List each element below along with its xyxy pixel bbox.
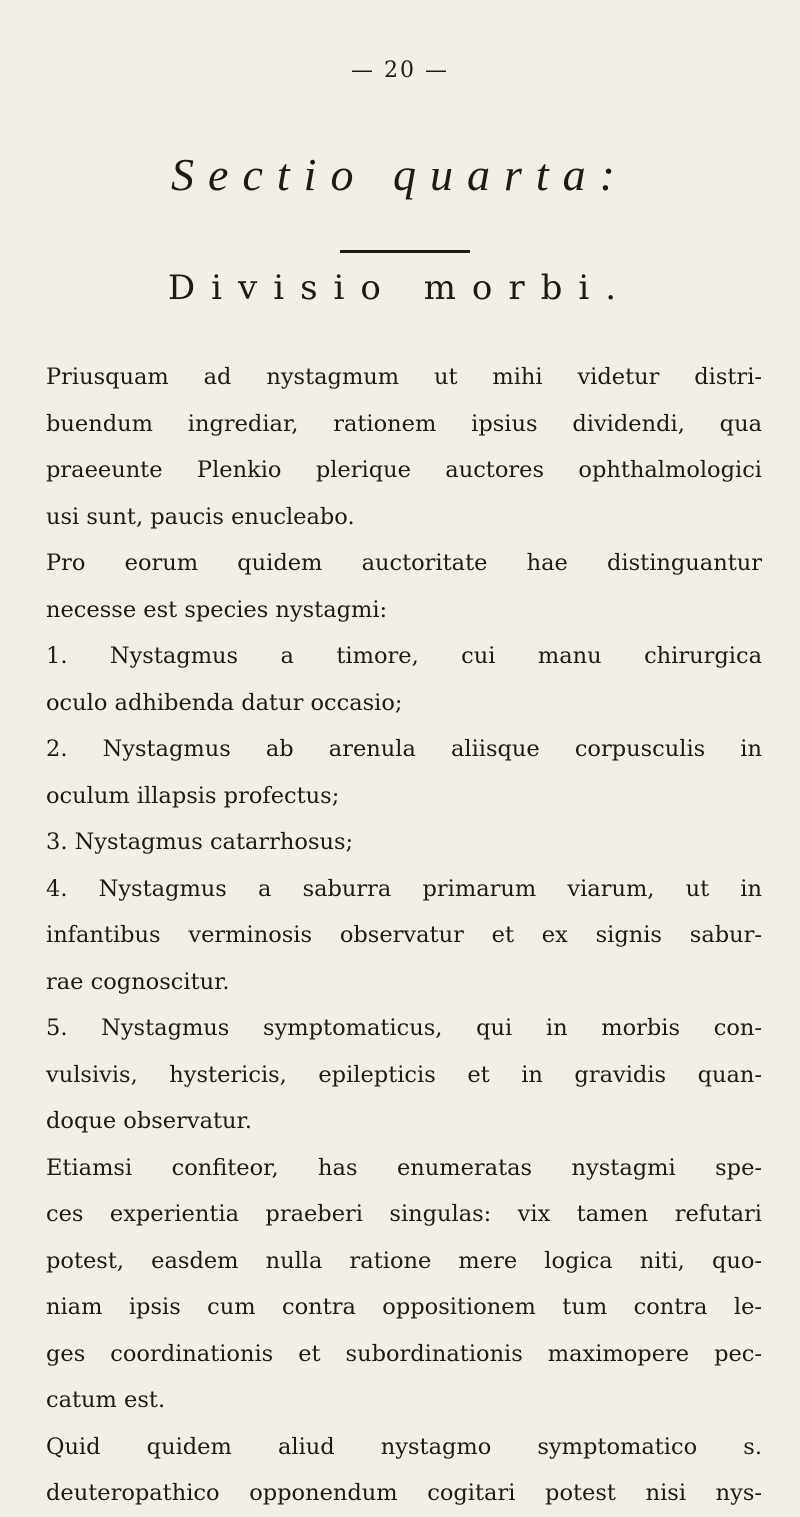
text-line: Priusquam ad nystagmum ut mihi videtur distri- — [46, 364, 762, 390]
text-line: Etiamsi confiteor, has enumeratas nystagmi spe- — [46, 1154, 762, 1181]
text-line: 4. Nystagmus a saburra primarum viarum, ut in — [46, 875, 762, 902]
text-line: ces experientia praeberi singulas: vix tamen refutari — [46, 1201, 762, 1227]
text-line: catum est. — [46, 1387, 166, 1413]
text-line: 5. Nystagmus symptomaticus, qui in morbis con- — [46, 1015, 762, 1041]
text-line: ges coordinationis et subordinationis maximopere pec- — [46, 1340, 762, 1367]
title-rule — [340, 250, 470, 253]
text-line: rae cognoscitur. — [46, 968, 230, 995]
text-line: usi sunt, paucis enucleabo. — [46, 503, 355, 530]
text-line: 3. Nystagmus catarrhosus; — [46, 829, 354, 855]
section-title: Sectio quarta: — [171, 149, 629, 200]
text-line: necesse est species nystagmi: — [46, 596, 388, 623]
body-text — [46, 354, 762, 1517]
text-line: buendum ingrediar, rationem ipsius dividendi, qua — [46, 410, 762, 437]
text-line: vulsivis, hystericis, epilepticis et in gravidis quan- — [46, 1061, 762, 1088]
subtitle: Divisio morbi. — [167, 268, 633, 308]
text-line: potest, easdem nulla ratione mere logica niti, quo- — [46, 1247, 762, 1274]
text-line: 1. Nystagmus a timore, cui manu chirurgica — [46, 643, 762, 669]
text-line: doque observatur. — [46, 1108, 252, 1134]
text-line: 2. Nystagmus ab arenula aliisque corpusculis in — [46, 736, 762, 762]
text-line: niam ipsis cum contra oppositionem tum contra le- — [46, 1294, 762, 1320]
text-line: infantibus verminosis observatur et ex signis sabur- — [46, 922, 762, 948]
text-line: praeeunte Plenkio plerique auctores ophthalmologici — [46, 457, 762, 483]
text-line: Pro eorum quidem auctoritate hae distinguantur — [46, 550, 762, 576]
page-number: — 20 — — [351, 58, 449, 83]
text-line: Quid quidem aliud nystagmo symptomatico s. — [46, 1433, 762, 1460]
text-line: oculum illapsis profectus; — [46, 782, 340, 809]
text-line: deuteropathico opponendum cogitari potest nisi nys- — [46, 1480, 762, 1506]
text-line: oculo adhibenda datur occasio; — [46, 689, 403, 716]
